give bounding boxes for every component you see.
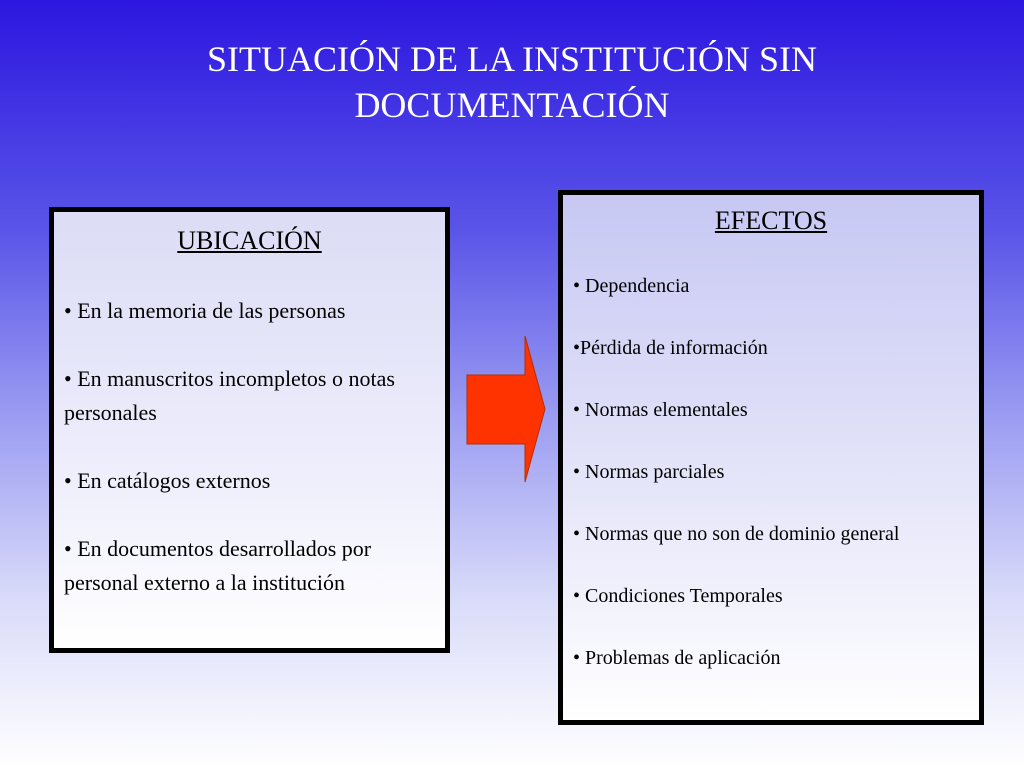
- ubicacion-item: • En catálogos externos: [64, 468, 271, 493]
- efectos-list: [573, 271, 969, 674]
- efectos-item: • Dependencia: [573, 275, 690, 297]
- ubicacion-item: • En la memoria de las personas: [64, 298, 346, 323]
- efectos-heading: EFECTOS: [714, 206, 828, 235]
- slide-title-line1: SITUACIÓN DE LA INSTITUCIÓN SIN: [207, 39, 817, 79]
- efectos-item: • Normas elementales: [573, 399, 748, 421]
- efectos-item: •Pérdida de información: [573, 337, 768, 359]
- ubicacion-item: • En manuscritos incompletos o notas personales: [64, 366, 395, 425]
- ubicacion-list: [64, 294, 435, 600]
- efectos-item: • Condiciones Temporales: [573, 585, 783, 607]
- efectos-item: • Normas que no son de dominio general: [573, 523, 900, 545]
- efectos-item: • Normas parciales: [573, 461, 725, 483]
- efectos-box: [558, 190, 984, 725]
- ubicacion-box: [49, 207, 450, 653]
- ubicacion-heading: UBICACIÓN: [177, 226, 322, 255]
- right-arrow-shape: [467, 336, 545, 482]
- efectos-item: • Problemas de aplicación: [573, 647, 781, 669]
- slide-title-line2: DOCUMENTACIÓN: [354, 85, 670, 125]
- slide-title: [100, 36, 924, 128]
- right-arrow-icon: [465, 334, 547, 484]
- ubicacion-item: • En documentos desarrollados por personal externo a la institución: [64, 536, 372, 595]
